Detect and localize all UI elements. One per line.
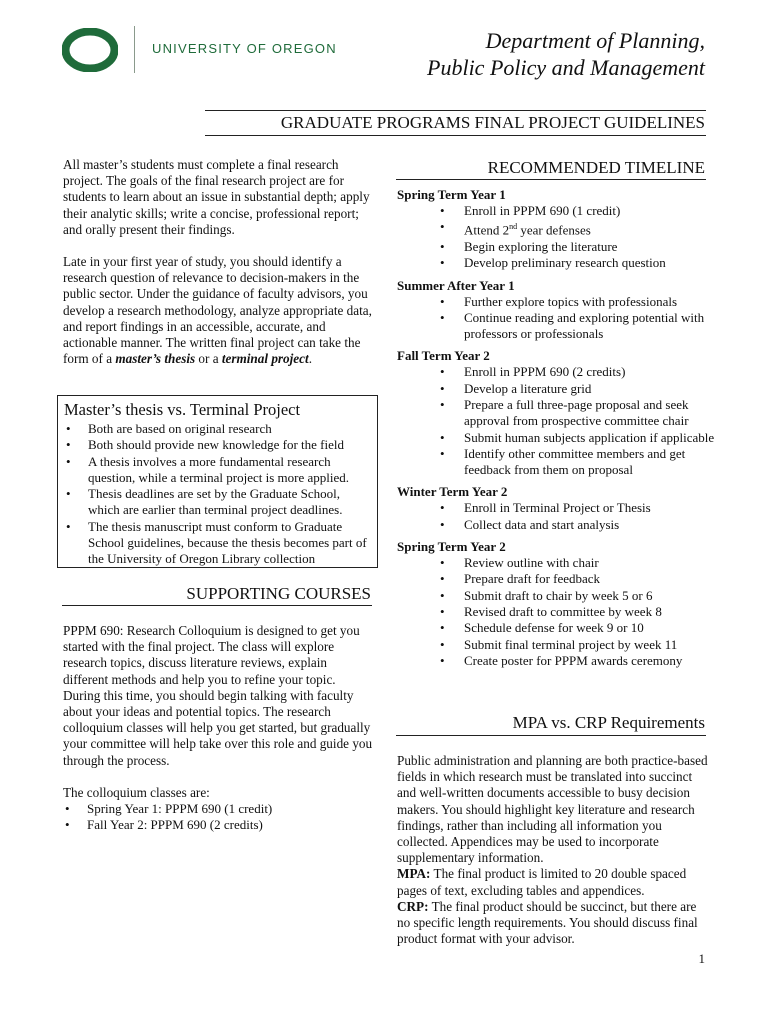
box-item: • A thesis involves a more fundamental research question, while a terminal project is more applied.	[64, 454, 371, 487]
timeline-item: • Revised draft to committee by week 8	[397, 604, 717, 620]
box-title: Master’s thesis vs. Terminal Project	[64, 400, 301, 419]
timeline-item: • Enroll in Terminal Project or Thesis	[397, 500, 717, 516]
timeline-item: • Submit final terminal project by week 11	[397, 637, 717, 653]
intro-period: .	[308, 351, 312, 367]
department-line-1: Department of Planning,	[485, 28, 705, 53]
timeline-item: • Identify other committee members and get feedback from them on proposal	[397, 446, 717, 479]
requirements-section	[397, 753, 709, 947]
box-item: • Both should provide new knowledge for the field	[64, 437, 371, 453]
timeline-item: • Begin exploring the literature	[397, 239, 717, 255]
timeline-item: • Prepare a full three-page proposal and seek approval from prospective committee chair	[397, 397, 717, 430]
requirements-heading: MPA vs. CRP Requirements	[512, 713, 705, 732]
timeline-item: • Develop a literature grid	[397, 381, 717, 397]
thesis-vs-terminal-box	[57, 395, 378, 568]
box-item: • The thesis manuscript must conform to Graduate School guidelines, because the thesis becomes part of the University of Oregon Library collection	[64, 519, 371, 568]
term-summer-list	[397, 294, 717, 343]
timeline-item: • Enroll in PPPM 690 (1 credit)	[397, 203, 717, 219]
box-item: • Thesis deadlines are set by the Graduate School, which are earlier than terminal project deadlines.	[64, 486, 371, 519]
timeline-item: • Further explore topics with professionals	[397, 294, 717, 310]
requirements-paragraph: Public administration and planning are both practice-based fields in which research must be translated into succinct and well-written documents accessible to busy decision makers. You should highlight key literature and research findings, rather than including all information you collected. Appendices may be used to incorporate supplementary information.	[397, 753, 708, 866]
term-spring-year-2-list	[397, 555, 717, 669]
colloquium-intro: The colloquium classes are:	[63, 784, 210, 800]
box-list	[64, 421, 371, 568]
mpa-requirement	[397, 866, 709, 898]
timeline-item: • Create poster for PPPM awards ceremony	[397, 653, 717, 669]
timeline-item: • Continue reading and exploring potential with professors or professionals	[397, 310, 717, 343]
timeline-item: • Submit human subjects application if applicable	[397, 430, 717, 446]
timeline-rule	[396, 179, 706, 180]
mpa-label: MPA:	[397, 866, 431, 882]
intro-paragraph-1: All master’s students must complete a final research project. The goals of the final research project are for students to learn about an issue in substantial depth; apply their analytic skills; write a concise, professional report; and orally present their findings.	[63, 157, 370, 237]
timeline-item: • Develop preliminary research question	[397, 255, 717, 271]
intro-paragraph-2-text: Late in your first year of study, you should identify a research question of relevance to decision-makers in the public sector. Under the guidance of faculty advisors, you develop a research methodology, analyze appropriate data, and report findings in an accessible, accurate, and actionable manner. The written final project can take the form of a	[63, 254, 372, 367]
term-spring-year-2: Spring Term Year 2	[397, 539, 506, 555]
university-name: UNIVERSITY OF OREGON	[152, 41, 337, 56]
timeline-item: • Enroll in PPPM 690 (2 credits)	[397, 364, 717, 380]
mpa-text: The final product is limited to 20 double spaced pages of text, excluding tables and appendices.	[397, 866, 687, 898]
requirements-rule	[396, 735, 706, 736]
timeline-item: • Collect data and start analysis	[397, 517, 717, 533]
masters-thesis-emphasis: master’s thesis	[115, 351, 196, 367]
crp-label: CRP:	[397, 898, 429, 914]
supporting-courses-rule	[62, 605, 372, 606]
timeline-section	[397, 187, 717, 669]
term-summer-after-year-1: Summer After Year 1	[397, 277, 515, 293]
supporting-courses-section	[63, 623, 373, 834]
title-top-rule	[205, 110, 706, 111]
term-spring-year-1: Spring Term Year 1	[397, 187, 506, 202]
terminal-project-emphasis: terminal project	[221, 351, 309, 367]
intro-or: or a	[198, 351, 219, 367]
department-name	[427, 27, 705, 81]
box-item: • Both are based on original research	[64, 421, 371, 437]
document-title: GRADUATE PROGRAMS FINAL PROJECT GUIDELINES	[280, 113, 705, 132]
crp-requirement	[397, 899, 709, 948]
crp-text: The final product should be succinct, but there are no specific length requirements. You should discuss final product format with your advisor.	[397, 898, 698, 947]
timeline-item: • Attend 2nd year defenses	[397, 219, 717, 239]
timeline-item: • Submit draft to chair by week 5 or 6	[397, 588, 717, 604]
timeline-item: • Schedule defense for week 9 or 10	[397, 620, 717, 636]
logo-divider	[134, 26, 135, 73]
colloquium-list	[63, 801, 373, 834]
university-of-oregon-o-logo	[62, 28, 118, 72]
term-spring-year-1-list	[397, 203, 717, 272]
intro-section	[63, 157, 375, 367]
colloquium-item: • Spring Year 1: PPPM 690 (1 credit)	[63, 801, 373, 817]
term-fall-year-2: Fall Term Year 2	[397, 348, 490, 364]
supporting-courses-paragraph: PPPM 690: Research Colloquium is designed to get you started with the final project. The class will explore research topics, discuss literature reviews, explain different methods and help you to refine your topic. During this time, you should begin talking with faculty about your ideas and potential topics. The research colloquium classes will help you get started, but gradually your committee will help take over this role and guide you through the process.	[63, 623, 373, 768]
timeline-heading: RECOMMENDED TIMELINE	[487, 158, 705, 177]
timeline-item: • Review outline with chair	[397, 555, 717, 571]
timeline-item: • Prepare draft for feedback	[397, 571, 717, 587]
supporting-courses-heading: SUPPORTING COURSES	[186, 584, 371, 603]
term-fall-list	[397, 364, 717, 478]
colloquium-item: • Fall Year 2: PPPM 690 (2 credits)	[63, 817, 373, 833]
term-winter-year-2: Winter Term Year 2	[397, 484, 508, 500]
title-bottom-rule	[205, 135, 706, 136]
intro-paragraph-2	[63, 254, 375, 367]
term-winter-list	[397, 500, 717, 533]
department-line-2: Public Policy and Management	[427, 55, 705, 80]
page-number: 1	[698, 951, 705, 966]
